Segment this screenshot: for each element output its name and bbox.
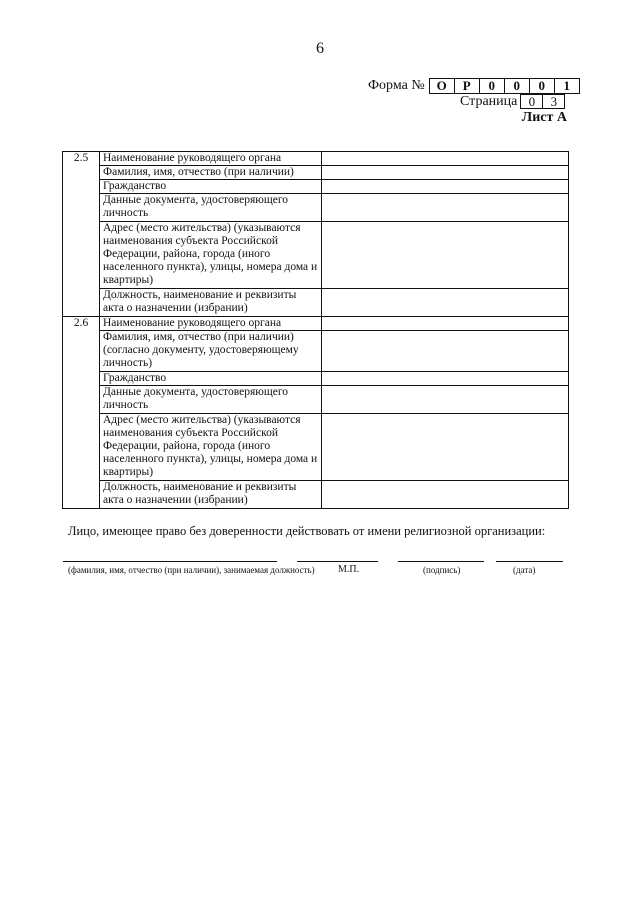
form-code-cell: Р [454, 79, 479, 93]
table-row [63, 386, 569, 414]
form-code-cell: 0 [504, 79, 529, 93]
field-label: Должность, наименование и реквизиты акта о назначении (избрании) [100, 289, 322, 317]
table-row [63, 481, 569, 509]
table-row [63, 331, 569, 372]
table-row [63, 152, 569, 166]
table-row [63, 194, 569, 222]
field-label: Адрес (место жительства) (указываются наименования субъекта Российской Федерации, района, города (иного населенного пункта), улицы, номера дома и квартиры) [100, 414, 322, 481]
field-value[interactable] [322, 289, 569, 317]
page-code-label: Страница [460, 94, 518, 109]
field-value[interactable] [322, 414, 569, 481]
form-code-cell: 1 [554, 79, 579, 93]
form-number-label: Форма № [368, 78, 425, 93]
name-line[interactable] [63, 561, 277, 562]
section-number: 2.5 [63, 152, 100, 317]
table-row [63, 289, 569, 317]
field-label: Должность, наименование и реквизиты акта о назначении (избрании) [100, 481, 322, 509]
field-value[interactable] [322, 152, 569, 166]
form-number [368, 78, 580, 94]
field-label: Данные документа, удостоверяющего личность [100, 386, 322, 414]
date-line[interactable] [496, 561, 563, 562]
form-code-cell: О [436, 78, 447, 93]
field-label: Наименование руководящего органа [100, 152, 322, 166]
page-code-cell: 0 [528, 94, 536, 109]
field-value[interactable] [322, 317, 569, 331]
field-label: Данные документа, удостоверяющего личность [100, 194, 322, 222]
field-value[interactable] [322, 372, 569, 386]
form-code-cell: 0 [479, 79, 504, 93]
form-code-cell: 0 [529, 79, 554, 93]
field-value[interactable] [322, 194, 569, 222]
page-code-cell: 3 [542, 95, 564, 108]
signature-line[interactable] [398, 561, 484, 562]
field-value[interactable] [322, 180, 569, 194]
table-row [63, 317, 569, 331]
field-label: Фамилия, имя, отчество (при наличии) (согласно документу, удостоверяющему личность) [100, 331, 322, 372]
field-label: Гражданство [100, 180, 322, 194]
field-label: Адрес (место жительства) (указываются наименования субъекта Российской Федерации, района, города (иного населенного пункта), улицы, номера дома и квартиры) [100, 222, 322, 289]
name-position-label: (фамилия, имя, отчество (при наличии), занимаемая должность) [68, 565, 315, 575]
signature-label: (подпись) [423, 565, 461, 575]
table-row [63, 180, 569, 194]
field-value[interactable] [322, 481, 569, 509]
signature-caption: Лицо, имеющее право без доверенности действовать от имени религиозной организации: [68, 524, 546, 538]
table-row [63, 166, 569, 180]
table-row [63, 222, 569, 289]
date-label: (дата) [513, 565, 536, 575]
sheet-label: Лист А [521, 110, 567, 125]
page-code [460, 94, 565, 110]
table-row [63, 372, 569, 386]
page-number: 6 [316, 40, 324, 57]
stamp-label: М.П. [338, 564, 360, 575]
section-number: 2.6 [63, 317, 100, 509]
stamp-line[interactable] [297, 561, 378, 562]
field-value[interactable] [322, 166, 569, 180]
table-row [63, 414, 569, 481]
field-value[interactable] [322, 331, 569, 372]
field-label: Наименование руководящего органа [100, 317, 322, 331]
field-value[interactable] [322, 222, 569, 289]
field-label: Фамилия, имя, отчество (при наличии) [100, 166, 322, 180]
field-value[interactable] [322, 386, 569, 414]
form-table [62, 151, 569, 509]
field-label: Гражданство [100, 372, 322, 386]
page-code-boxes [520, 94, 565, 109]
form-code-boxes [429, 78, 580, 94]
